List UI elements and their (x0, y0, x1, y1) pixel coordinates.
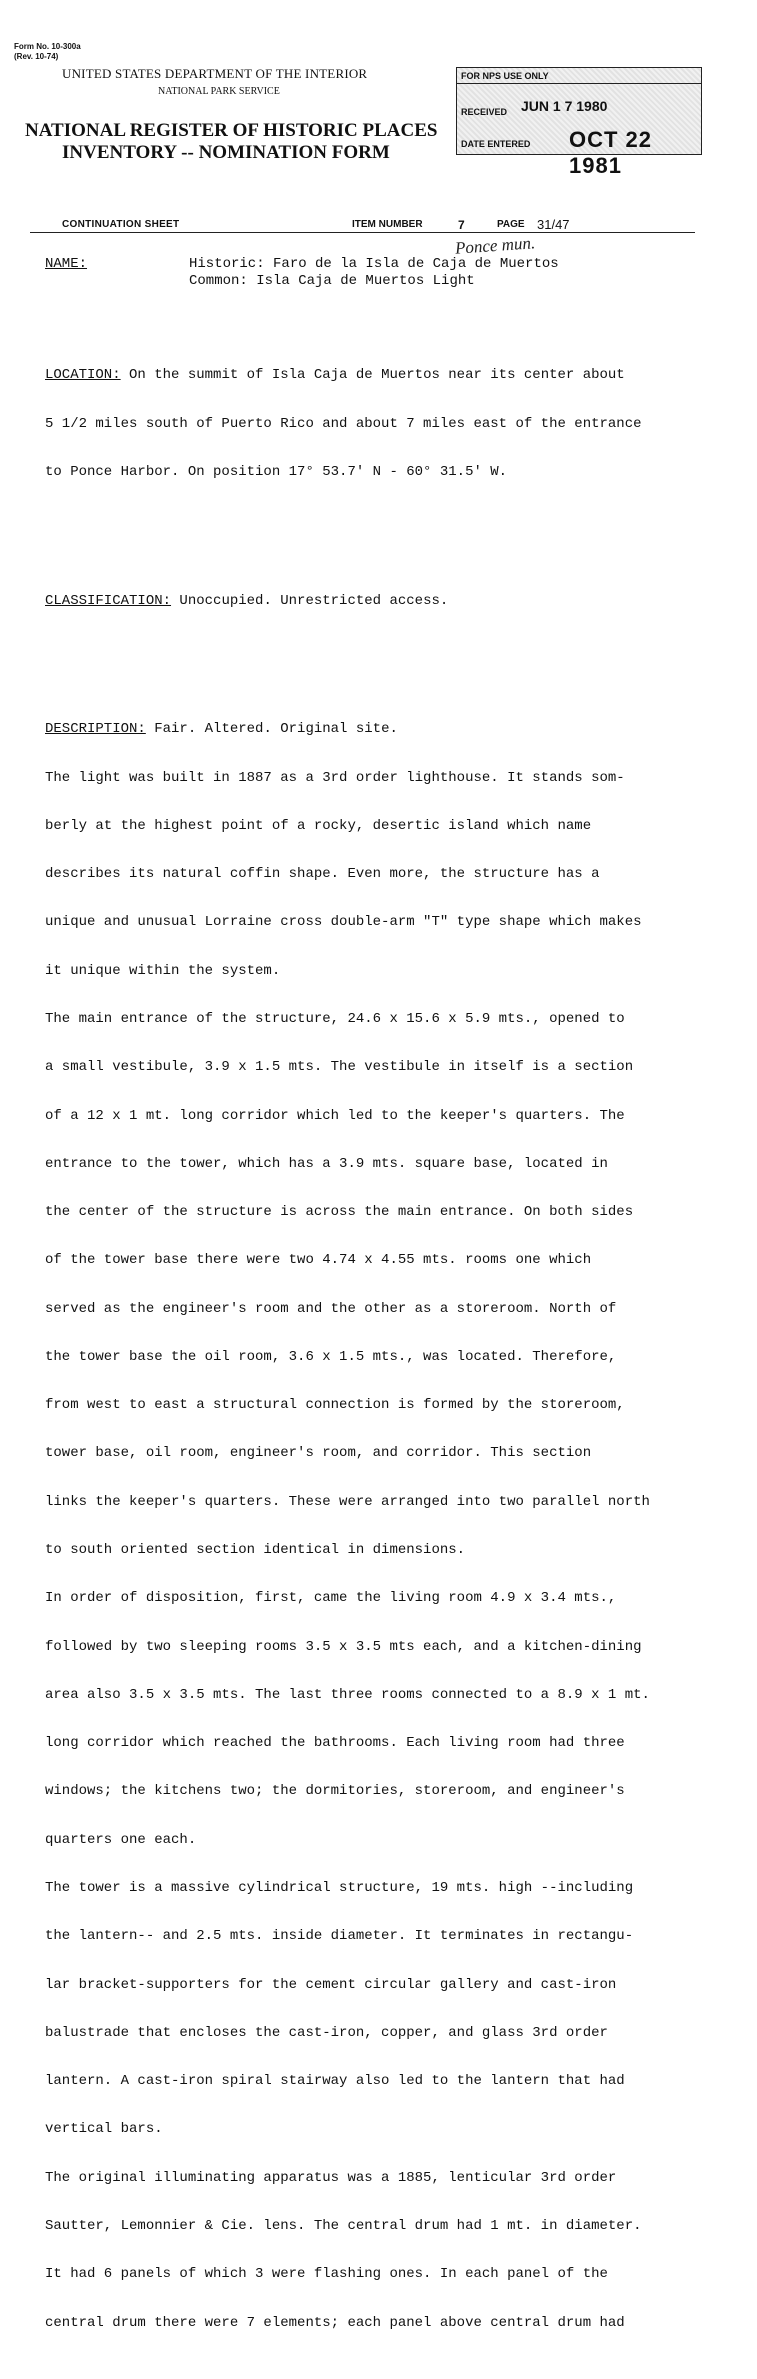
description-line: of the tower base there were two 4.74 x 4.55 mts. rooms one which (45, 1252, 592, 1269)
description-line: a small vestibule, 3.9 x 1.5 mts. The vestibule in itself is a section (45, 1059, 634, 1076)
form-revision-text: (Rev. 10-74) (14, 52, 59, 61)
description-line: the lantern-- and 2.5 mts. inside diameter. It terminates in rectangu- (45, 1928, 634, 1945)
location-text: On the summit of Isla Caja de Muertos near its center about (120, 367, 625, 384)
common-name: Common: Isla Caja de Muertos Light (189, 273, 475, 289)
classification-section (45, 593, 650, 609)
description-line: The original illuminating apparatus was a 1885, lenticular 3rd order (45, 2169, 617, 2186)
description-line: the center of the structure is across the main entrance. On both sides (45, 1204, 634, 1221)
description-line: The light was built in 1887 as a 3rd order lighthouse. It stands som- (45, 769, 625, 786)
description-line: quarters one each. (45, 1831, 197, 1848)
date-entered-label: DATE ENTERED (461, 139, 531, 149)
description-line: balustrade that encloses the cast-iron, copper, and glass 3rd order (45, 2024, 608, 2041)
description-line: the tower base the oil room, 3.6 x 1.5 mts., was located. Therefore, (45, 1348, 617, 1365)
description-line (45, 721, 650, 737)
description-line: berly at the highest point of a rocky, desertic island which name (45, 817, 592, 834)
description-line: vertical bars. (45, 2121, 163, 2138)
handwritten-annotation: Ponce mun. (454, 233, 536, 258)
description-line: long corridor which reached the bathrooms. Each living room had three (45, 1735, 625, 1752)
location-line (45, 367, 650, 383)
description-line: unique and unusual Lorraine cross double-arm "T" type shape which makes (45, 914, 642, 931)
description-line: served as the engineer's room and the other as a storeroom. North of (45, 1300, 617, 1317)
classification-label: CLASSIFICATION: (45, 592, 172, 609)
page-number-value: 31/47 (537, 217, 570, 232)
item-number-value: 7 (458, 218, 465, 232)
description-line: area also 3.5 x 3.5 mts. The last three rooms connected to a 8.9 x 1 mt. (45, 1686, 650, 1703)
description-line: The main entrance of the structure, 24.6 x 15.6 x 5.9 mts., opened to (45, 1010, 625, 1027)
section-gap (45, 641, 650, 657)
name-label: NAME: (45, 256, 88, 272)
nps-box-divider (457, 83, 701, 84)
continuation-sheet-label: CONTINUATION SHEET (62, 219, 180, 230)
document-body (45, 303, 650, 2379)
item-number-label: ITEM NUMBER (352, 219, 423, 230)
description-text: Fair. Altered. Original site. (145, 721, 398, 738)
classification-text: Unoccupied. Unrestricted access. (171, 592, 449, 609)
description-line: tower base, oil room, engineer's room, and corridor. This section (45, 1445, 592, 1462)
historic-name: Historic: Faro de la Isla de Caja de Muertos (189, 256, 559, 272)
form-number-text: Form No. 10-300a (14, 42, 81, 51)
description-line: describes its natural coffin shape. Even more, the structure has a (45, 866, 600, 883)
description-line: lantern. A cast-iron spiral stairway also led to the lantern that had (45, 2073, 625, 2090)
description-line: followed by two sleeping rooms 3.5 x 3.5 mts each, and a kitchen-dining (45, 1638, 642, 1655)
continuation-rule (30, 232, 695, 233)
description-label: DESCRIPTION: (45, 721, 146, 738)
location-section (45, 335, 650, 512)
agency-name: NATIONAL PARK SERVICE (158, 86, 280, 97)
nps-box-header: FOR NPS USE ONLY (461, 71, 549, 81)
description-line: links the keeper's quarters. These were arranged into two parallel north (45, 1493, 650, 1510)
location-line: 5 1/2 miles south of Puerto Rico and about 7 miles east of the entrance (45, 415, 642, 432)
location-line: to Ponce Harbor. On position 17° 53.7' N - 60° 31.5' W. (45, 463, 508, 480)
department-name: UNITED STATES DEPARTMENT OF THE INTERIOR (62, 66, 368, 81)
received-stamp: JUN 1 7 1980 (521, 98, 608, 114)
section-gap (45, 544, 650, 560)
description-line: it unique within the system. (45, 962, 281, 979)
description-line: Sautter, Lemonnier & Cie. lens. The central drum had 1 mt. in diameter. (45, 2217, 642, 2234)
description-line: windows; the kitchens two; the dormitories, storeroom, and engineer's (45, 1783, 625, 1800)
entered-stamp: OCT 22 1981 (569, 127, 653, 178)
description-section (45, 689, 650, 2363)
form-title-line1: NATIONAL REGISTER OF HISTORIC PLACES (25, 120, 438, 141)
form-title-line2: INVENTORY -- NOMINATION FORM (62, 142, 390, 163)
description-line: from west to east a structural connection is formed by the storeroom, (45, 1397, 625, 1414)
description-line: to south oriented section identical in dimensions. (45, 1542, 466, 1559)
description-line: In order of disposition, first, came the living room 4.9 x 3.4 mts., (45, 1590, 617, 1607)
description-line: of a 12 x 1 mt. long corridor which led to the keeper's quarters. The (45, 1107, 625, 1124)
nps-use-only-box (456, 67, 702, 178)
page-label: PAGE (497, 219, 525, 230)
description-line: The tower is a massive cylindrical structure, 19 mts. high --including (45, 1880, 634, 1896)
location-label: LOCATION: (45, 367, 121, 384)
form-number (14, 42, 81, 62)
description-line: lar bracket-supporters for the cement circular gallery and cast-iron (45, 1976, 617, 1993)
description-line: It had 6 panels of which 3 were flashing ones. In each panel of the (45, 2266, 608, 2283)
description-line: entrance to the tower, which has a 3.9 mts. square base, located in (45, 1155, 608, 1172)
received-label: RECEIVED (461, 107, 508, 117)
description-line: central drum there were 7 elements; each panel above central drum had (45, 2314, 625, 2331)
